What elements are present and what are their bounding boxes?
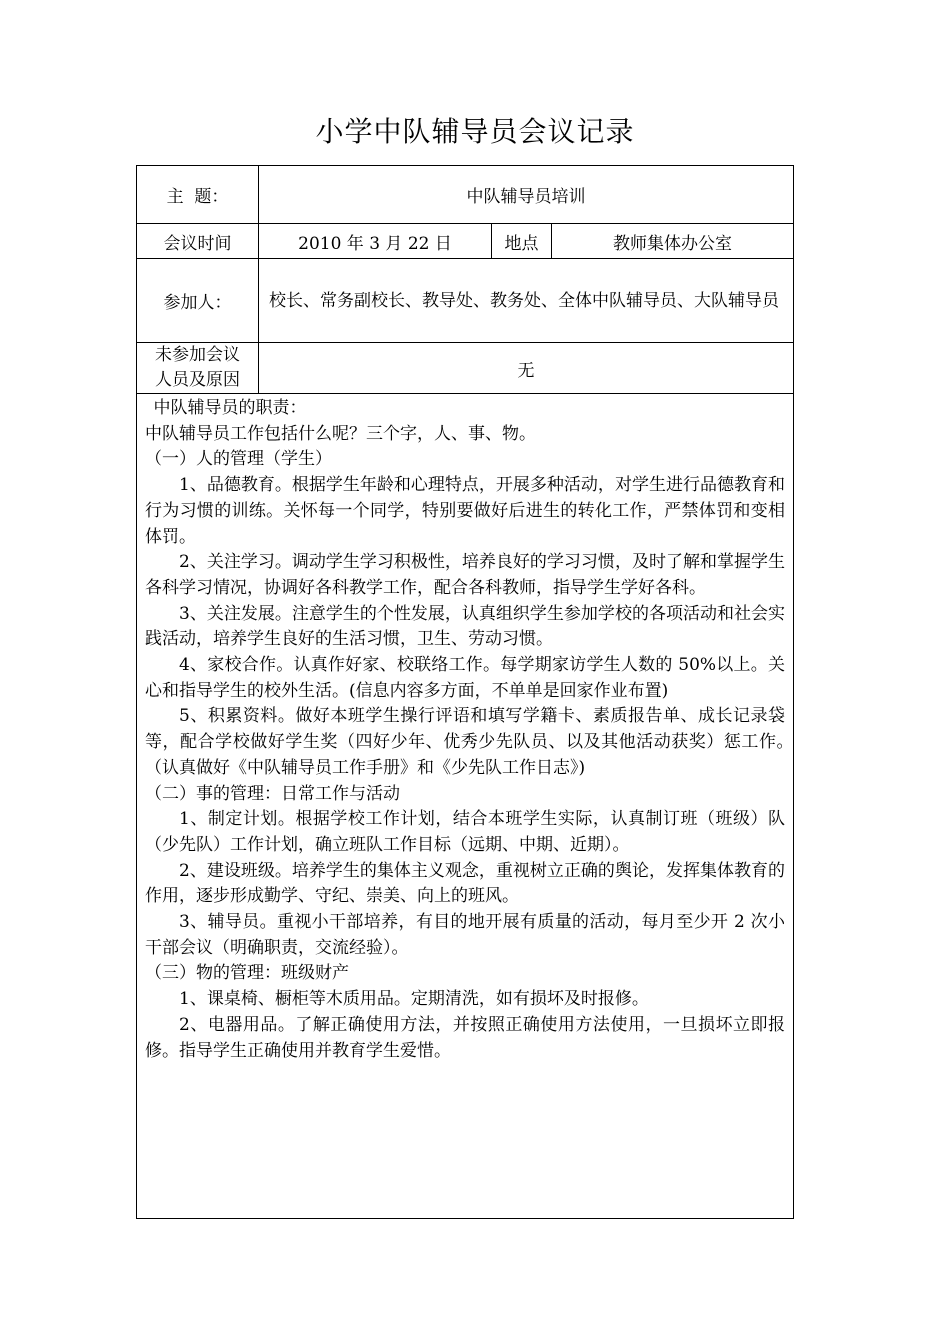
meeting-place-label: 地点 [492, 224, 552, 259]
section2-item: 2、建设班级。培养学生的集体主义观念，重视树立正确的舆论，发挥集体教育的作用，逐步形成勤学、守纪、崇美、向上的班风。 [145, 860, 785, 907]
section3-item: 1、课桌椅、橱柜等木质用品。定期清洗，如有损坏及时报修。 [179, 989, 649, 1010]
attendees-value: 校长、常务副校长、教导处、教务处、全体中队辅导员、大队辅导员 [259, 259, 794, 343]
section3-item: 2、电器用品。了解正确使用方法，并按照正确使用方法使用，一旦损坏立即报修。指导学生正确使用并教育学生爱惜。 [145, 1014, 785, 1061]
absent-value: 无 [259, 343, 794, 394]
content-row [137, 394, 794, 1219]
absent-label-line2: 人员及原因 [155, 370, 240, 390]
meeting-place-value: 教师集体办公室 [552, 224, 794, 259]
section3-title: （三）物的管理：班级财产 [145, 963, 349, 984]
content-heading: 中队辅导员的职责： [153, 398, 307, 418]
meeting-time-label: 会议时间 [137, 224, 259, 259]
section2-item: 3、辅导员。重视小干部培养，有目的地开展有质量的活动，每月至少开 2 次小干部会议（明确职责，交流经验）。 [145, 912, 785, 958]
attendees-label: 参加人： [137, 259, 259, 343]
section1-item: 3、关注发展。注意学生的个性发展，认真组织学生参加学校的各项活动和社会实践活动，培养学生良好的生活习惯，卫生、劳动习惯。 [145, 603, 785, 650]
section1-item: 1、品德教育。根据学生年龄和心理特点，开展多种活动，对学生进行品德教育和行为习惯的训练。关怀每一个同学，特别要做好后进生的转化工作，严禁体罚和变相体罚。 [145, 475, 785, 547]
section2-item: 1、制定计划。根据学校工作计划，结合本班学生实际，认真制订班（班级）队（少先队）工作计划，确立班队工作目标（远期、中期、近期）。 [145, 809, 785, 855]
attendees-row [137, 259, 794, 343]
section1-title: （一）人的管理（学生） [145, 449, 332, 470]
topic-value: 中队辅导员培训 [259, 166, 794, 224]
meeting-time-value: 2010 年 3 月 22 日 [259, 224, 492, 259]
section1-item: 2、关注学习。调动学生学习积极性，培养良好的学习习惯，及时了解和掌握学生各科学习情况，协调好各科教学工作，配合各科教师，指导学生学好各科。 [145, 552, 785, 598]
section2-title: （二）事的管理：日常工作与活动 [145, 783, 400, 804]
absent-label [137, 343, 259, 394]
topic-row [137, 166, 794, 224]
section1-item: 5、积累资料。做好本班学生操行评语和填写学籍卡、素质报告单、成长记录袋等，配合学校做好学生奖（四好少年、优秀少先队员、以及其他活动获奖）惩工作。 （认真做好《中队辅导员工作手册》和《少先队工作日志》) [145, 706, 802, 778]
section1-item: 4、家校合作。认真作好家、校联络工作。每学期家访学生人数的 50%以上。关心和指导学生的校外生活。(信息内容多方面，不单单是回家作业布置) [145, 655, 785, 701]
meeting-time-row [137, 224, 794, 259]
meeting-record-table [136, 165, 802, 1219]
absent-label-line1: 未参加会议 [155, 345, 240, 365]
topic-label: 主 题： [137, 166, 259, 224]
absent-row [137, 343, 794, 394]
content-intro: 中队辅导员工作包括什么呢？三个字，人、事、物。 [145, 423, 536, 444]
page-title: 小学中队辅导员会议记录 [315, 115, 635, 148]
content-cell [137, 394, 802, 1219]
